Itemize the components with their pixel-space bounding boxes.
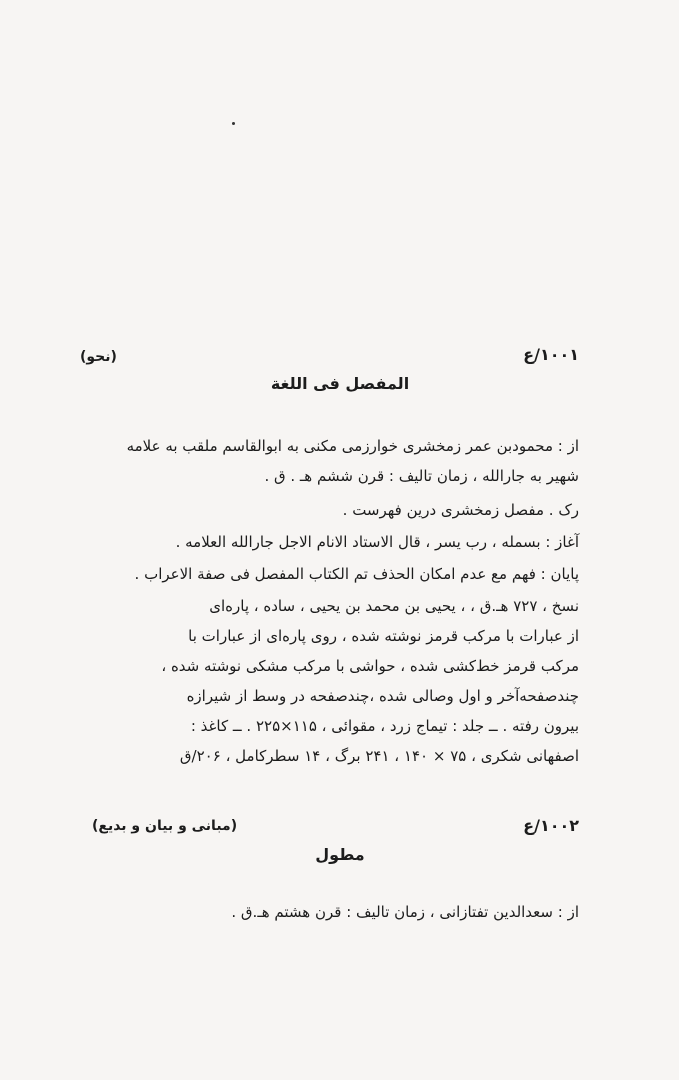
- ink-speck: [232, 122, 235, 125]
- entry-description-line: نسخ ، ۷۲۷ هـ.ق ، ، یحیی بن محمد بن یحیی ، ساده ، پاره‌ای: [209, 597, 579, 615]
- entry-number: ۱۰۰۱/ع: [523, 345, 579, 364]
- entry-category: (مبانی و بیان و بدیع): [92, 818, 238, 834]
- entry-description-line: بیرون رفته . ــ جلد : تیماج زرد ، مقوائی ، ۱۱۵×۲۲۵ . ــ کاغذ :: [190, 717, 579, 735]
- entry-number: ۱۰۰۲/ع: [523, 816, 579, 835]
- entry-incipit-line: آغاز : بسمله ، رب یسر ، قال الاستاد الانام الاجل جارالله العلامه .: [175, 533, 579, 551]
- entry-category: (نحو): [80, 349, 117, 365]
- entry-author-line: شهیر به جارالله ، زمان تالیف : قرن ششم هـ . ق .: [264, 467, 579, 485]
- entry-description-line: اصفهانی شکری ، ۷۵ × ۱۴۰ ، ۲۴۱ برگ ، ۱۴ سطرکامل ، ۲۰۶/ق: [179, 747, 579, 765]
- entry-title: مطول: [315, 845, 365, 864]
- entry-description-line: چندصفحه‌آخر و اول وصالی شده ،چندصفحه در وسط از شیرازه: [186, 687, 579, 705]
- entry-author-line: از : سعدالدین تفتازانی ، زمان تالیف : قرن هشتم هـ.ق .: [231, 903, 579, 921]
- entry-title: المفصل فی اللغة: [270, 374, 410, 393]
- entry-author-line: از : محمودبن عمر زمخشری خوارزمی مکنی به ابوالقاسم ملقب به علامه: [126, 437, 579, 455]
- entry-description-line: از عبارات با مرکب قرمز نوشته شده ، روی پاره‌ای از عبارات با: [188, 627, 579, 645]
- entry-description-line: مرکب قرمز خط‌کشی شده ، حواشی با مرکب مشکی نوشته شده ،: [161, 657, 579, 675]
- entry-reference-line: رک . مفصل زمخشری درین فهرست .: [342, 501, 579, 519]
- entry-explicit-line: پایان : فهم مع عدم امکان الحذف تم الکتاب المفصل فی صفة الاعراب .: [134, 565, 579, 583]
